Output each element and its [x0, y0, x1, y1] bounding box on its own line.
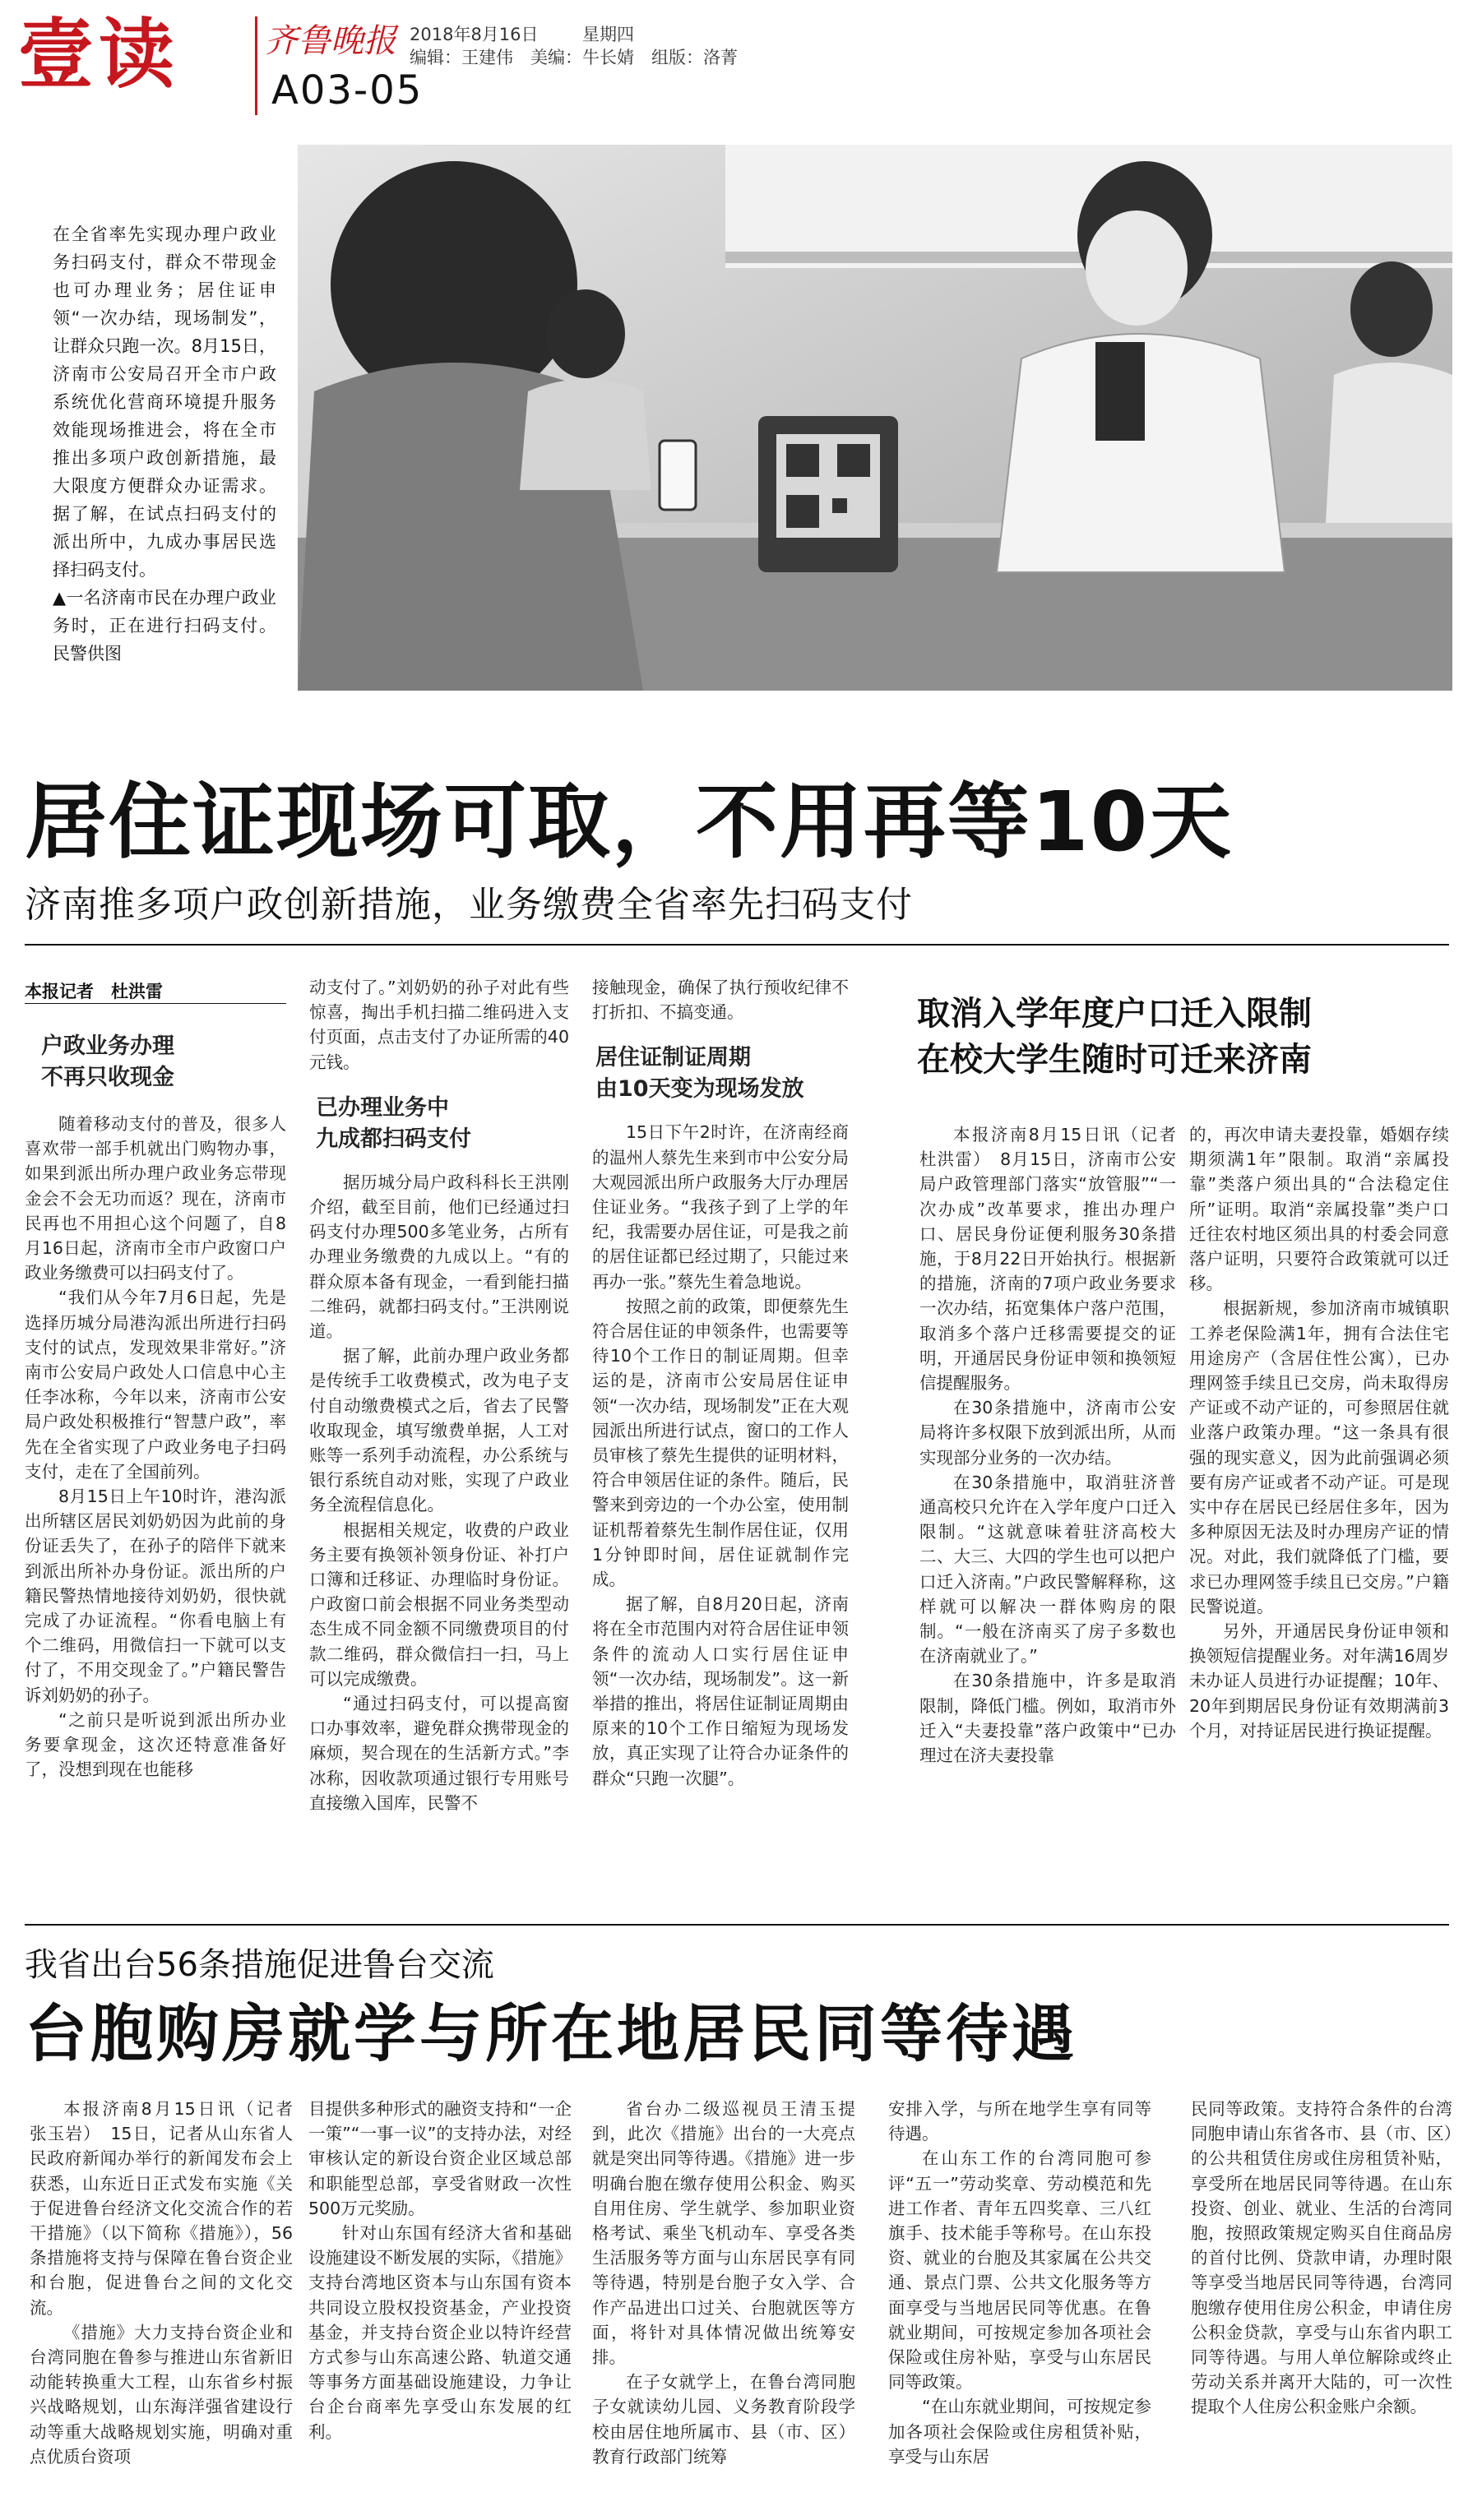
- page-number: A03-05: [271, 67, 424, 113]
- paragraph: 接触现金，确保了执行预收纪律不打折扣、不搞变通。: [592, 978, 849, 1023]
- paragraph: 的，再次申请夫妻投靠，婚姻存续期须满1年”限制。取消“亲属投靠”类落户须出具的“合法稳定住所”证明。取消“亲属投靠”类户口迁往农村地区须出具的村委会同意落户证明，只要符合政策就可以迁移。: [1189, 1125, 1449, 1294]
- story1-column-3: [592, 975, 849, 1791]
- issue-date: 2018年8月16日: [410, 25, 539, 44]
- news-photo-illustration: [298, 145, 1452, 691]
- paragraph: “我们从今年7月6日起，先是选择历城分局港沟派出所进行扫码支付的试点，发现效果非常好。”济南市公安局户政处人口信息中心主任李冰称，今年以来，济南市公安局户政处积极推行“智慧户政”，率先在全省实现了户政业务电子扫码支付，走在了全国前列。: [25, 1288, 286, 1482]
- paragraph: 根据相关规定，收费的户政业务主要有换领补领身份证、补打户口簿和迁移证、办理临时身份证。户政窗口前会根据不同业务类型动态生成不同金额不同缴费项目的付款二维码，群众微信扫一扫，马上可以完成缴费。: [309, 1519, 569, 1689]
- paragraph: 根据新规，参加济南市城镇职工养老保险满1年，拥有合法住宅用途房产（含居住性公寓），已办理网签手续且已交房，尚未取得房产证或不动产证的，可参照居住就业落户政策办理。“这一条具有很强的现实意义，因为此前强调必须要有房产证或者不动产证。可是现实中存在居民已经居住多年，因为多种原因无法及时办理房产证的情况。对此，我们就降低了门槛，要求已办理网签手续且已交房。”户籍民警说道。: [1189, 1298, 1449, 1616]
- story2-column-3: [592, 2097, 855, 2469]
- paragraph: 针对山东国有经济大省和基础设施建设不断发展的实际，《措施》支持台湾地区资本与山东国有资本共同设立股权投资基金，产业投资基金，并支持台资企业以特许经营方式参与山东高速公路、轨道交通等事务方面基础设施建设，力争让台企台商率先享受山东发展的红利。: [308, 2223, 572, 2442]
- main-headline: 居住证现场可取，不用再等10天: [25, 774, 1234, 870]
- photo-caption: ▲一名济南市民在办理户政业务时，正在进行扫码支付。民警供图: [53, 588, 276, 664]
- paragraph: 另外，开通居民身份证申领和换领短信提醒业务。对年满16周岁未办证人员进行办证提醒；10年、20年到期居民身份证有效期满前3个月，对持证居民进行换证提醒。: [1189, 1621, 1449, 1741]
- paragraph: 省台办二级巡视员王清玉提到，此次《措施》出台的一大亮点就是突出同等待遇。《措施》进一步明确台胞在缴存使用公积金、购买自用住房、学生就学、参加职业资格考试、乘坐飞机动车、享受各类生活服务等方面与山东居民享有同等待遇，特别是台胞子女入学、合作产品进出口过关、台胞就医等方面，将针对具体情况做出统筹安排。: [592, 2099, 855, 2368]
- story2-column-1: [30, 2097, 310, 2469]
- paragraph: 民同等政策。支持符合条件的台湾同胞申请山东省各市、县（市、区）的公共租赁住房或住房租赁补贴，享受所在地居民同等待遇。在山东投资、创业、就业、生活的台湾同胞，按照政策规定购买自住商品房的首付比例、贷款申请，办理时限等享受当地居民同等待遇，台湾同胞缴存使用住房公积金，申请住房公积金贷款，享受与山东省内职工同等待遇。与用人单位解除或终止劳动关系并离开大陆的，可一次性提取个人住房公积金账户余额。: [1191, 2099, 1452, 2417]
- paragraph: 8月15日上午10时许，港沟派出所辖区居民刘奶奶因为此前的身份证丢失了，在孙子的陪伴下就来到派出所补办身份证。派出所的户籍民警热情地接待刘奶奶，很快就完成了办证流程。“你看电脑上有个二维码，用微信扫一下就可以支付了，不用交现金了。”户籍民警告诉刘奶奶的孙子。: [25, 1487, 286, 1705]
- byline-rule: [25, 1003, 286, 1004]
- story1-column-1: [25, 1008, 286, 1782]
- paragraph: 据了解，自8月20日起，济南将在全市范围内对符合居住证申领条件的流动人口实行居住证申领“一次办结，现场制发”。这一新举措的推出，将居住证制证周期由原来的10个工作日缩短为现场发放，真正实现了让符合办证条件的群众“只跑一次腿”。: [592, 1594, 849, 1788]
- story2-column-2: [308, 2097, 572, 2444]
- story2-headline: 台胞购房就学与所在地居民同等待遇: [25, 1997, 1077, 2070]
- paragraph: 动支付了。”刘奶奶的孙子对此有些惊喜，掏出手机扫描二维码进入支付页面，点击支付了办证所需的40元钱。: [309, 978, 569, 1072]
- photo-intro-text: 在全省率先实现办理户政业务扫码支付，群众不带现金也可办理业务；居住证申领“一次办结，现场制发”，让群众只跑一次。8月15日，济南市公安局召开全市户政系统优化营商环境提升服务效能现场推进会，将在全市推出多项户政创新措施，最大限度方便群众办证需求。据了解，在试点扫码支付的派出所中，九成办事居民选择扫码支付。: [53, 224, 276, 580]
- sidebar-headline: 取消入学年度户口迁入限制 在校大学生随时可迁来济南: [917, 995, 1312, 1079]
- paragraph: 15日下午2时许，在济南经商的温州人蔡先生来到市中公安分局大观园派出所户政服务大厅办理居住证业务。“我孩子到了上学的年纪，我需要办居住证，可是我之前的居住证都已经过期了，只能过来再办一张。”蔡先生着急地说。: [592, 1122, 849, 1292]
- paragraph: “在山东就业期间，可按规定参加各项社会保险或住房租赁补贴，享受与山东居: [888, 2397, 1151, 2467]
- paragraph: 在30条措施中，许多是取消限制，降低门槛。例如，取消市外迁入“夫妻投靠”落户政策中“已办理过在济夫妻投靠: [919, 1671, 1176, 1766]
- main-subheadline: 济南推多项户政创新措施，业务缴费全省率先扫码支付: [25, 884, 913, 926]
- paragraph: 据了解，此前办理户政业务都是传统手工收费模式，改为电子支付自动缴费模式之后，省去了民警收取现金，填写缴费单据，人工对账等一系列手动流程，办公系统与银行系统自动对账，实现了户政业务全流程信息化。: [309, 1346, 569, 1515]
- paragraph: 本报济南8月15日讯（记者 杜洪雷） 8月15日，济南市公安局户政管理部门落实“放管服”“一次办成”改革要求，推出办理户口、居民身份证便利服务30条措施，于8月22日开始执行。根据新的措施，济南的7项户政业务要求一次办结，拓宽集体户落户范围，取消多个落户迁移需要提交的证明，开通居民身份证申领和换领短信提醒服务。: [919, 1125, 1193, 1394]
- paragraph: 在30条措施中，济南市公安局将许多权限下放到派出所，从而实现部分业务的一次办结。: [919, 1398, 1176, 1468]
- paragraph: 在30条措施中，取消驻济普通高校只允许在入学年度户口迁入限制。“这就意味着驻济高校大二、大三、大四的学生也可以把户口迁入济南。”户政民警解释称，这样就可以解决一群体购房的限制。“一般在济南买了房子多数也在济南就业了。”: [919, 1472, 1176, 1667]
- masthead-divider: [255, 16, 257, 115]
- paragraph: “通过扫码支付，可以提高窗口办事效率，避免群众携带现金的麻烦，契合现在的生活新方式。”李冰称，因收款项通过银行专用账号直接缴入国库，民警不: [309, 1694, 569, 1813]
- story1-byline: 本报记者 杜洪雷: [25, 982, 163, 1001]
- paragraph: 随着移动支付的普及，很多人喜欢带一部手机就出门购物办事，如果到派出所办理户政业务忘带现金会不会无功而返？现在，济南市民再也不用担心这个问题了，自8月16日起，济南市全市户政窗口户政业务缴费可以扫码支付了。: [25, 1114, 286, 1283]
- paragraph: 在子女就学上，在鲁台湾同胞子女就读幼儿园、义务教育阶段学校由居住地所属市、县（市、区）教育行政部门统筹: [592, 2372, 855, 2467]
- story2-column-4: [888, 2097, 1151, 2469]
- news-photo: [298, 145, 1452, 691]
- paragraph: “之前只是听说到派出所办业务要拿现金，这次还特意准备好了，没想到现在也能移: [25, 1709, 286, 1780]
- story2-column-5: [1191, 2097, 1452, 2420]
- paragraph: 《措施》大力支持台资企业和台湾同胞在鲁参与推进山东省新旧动能转换重大工程，山东省乡村振兴战略规划，山东海洋强省建设行动等重大战略规划实施，明确对重点优质台资项: [30, 2322, 293, 2467]
- paragraph: 本报济南8月15日讯（记者 张玉岩） 15日，记者从山东省人民政府新闻办举行的新闻发布会上获悉，山东近日正式发布实施《关于促进鲁台经济文化交流合作的若干措施》（以下简称《措施》），56条措施将支持与保障在鲁台资企业和台胞，促进鲁台之间的文化交流。: [30, 2099, 310, 2318]
- headline-rule: [25, 944, 1449, 946]
- newspaper-logo: 齐鲁晚报: [265, 22, 396, 60]
- issue-weekday: 星期四: [582, 25, 634, 44]
- story2-kicker: 我省出台56条措施促进鲁台交流: [25, 1946, 494, 1984]
- story1-column-2: [309, 975, 569, 1815]
- section-heading-residence: 居住证制证周期 由10天变为现场发放: [595, 1045, 804, 1103]
- story2-top-rule: [25, 1924, 1449, 1926]
- paragraph: 据历城分局户政科科长王洪刚介绍，截至目前，他们已经通过扫码支付办理500多笔业务，占所有办理业务缴费的九成以上。“有的群众原本备有现金，一看到能扫描二维码，就都扫码支付。”王洪刚说道。: [309, 1172, 569, 1342]
- section-heading-cash: 户政业务办理 不再只收现金: [41, 1033, 174, 1090]
- paragraph: 在山东工作的台湾同胞可参评“五一”劳动奖章、劳动模范和先进工作者、青年五四奖章、三八红旗手、技术能手等称号。在山东投资、就业的台胞及其家属在公共交通、景点门票、公共文化服务等方面享受与当地居民同等优惠。在鲁就业期间，可按规定参加各项社会保险或住房补贴，享受与山东居民同等政策。: [888, 2148, 1151, 2393]
- section-title: 壹读: [18, 11, 180, 99]
- sidebar-column-1: [919, 1122, 1193, 1768]
- section-heading-scan: 已办理业务中 九成都扫码支付: [316, 1094, 471, 1152]
- paragraph: 按照之前的政策，即便蔡先生符合居住证的申领条件，也需要等待10个工作日的制证周期。但幸运的是，济南市公安局居住证申领“一次办结，现场制发”正在大观园派出所进行试点，窗口的工作人员审核了蔡先生提供的证明材料，符合申领居住证的条件。随后，民警来到旁边的一个办公室，使用制证机帮着蔡先生制作居住证，仅用1分钟即时间，居住证就制作完成。: [592, 1296, 849, 1590]
- paragraph: 目提供多种形式的融资支持和“一企一策”“一事一议”的支持办法，对经审核认定的新设台资企业区域总部和职能型总部，享受省财政一次性500万元奖励。: [308, 2099, 572, 2218]
- paragraph: 安排入学，与所在地学生享有同等待遇。: [888, 2099, 1151, 2144]
- editors-credit: 编辑：王建伟 美编：牛长婧 组版：洛菁: [410, 48, 738, 67]
- sidebar-column-2: [1189, 1122, 1449, 1743]
